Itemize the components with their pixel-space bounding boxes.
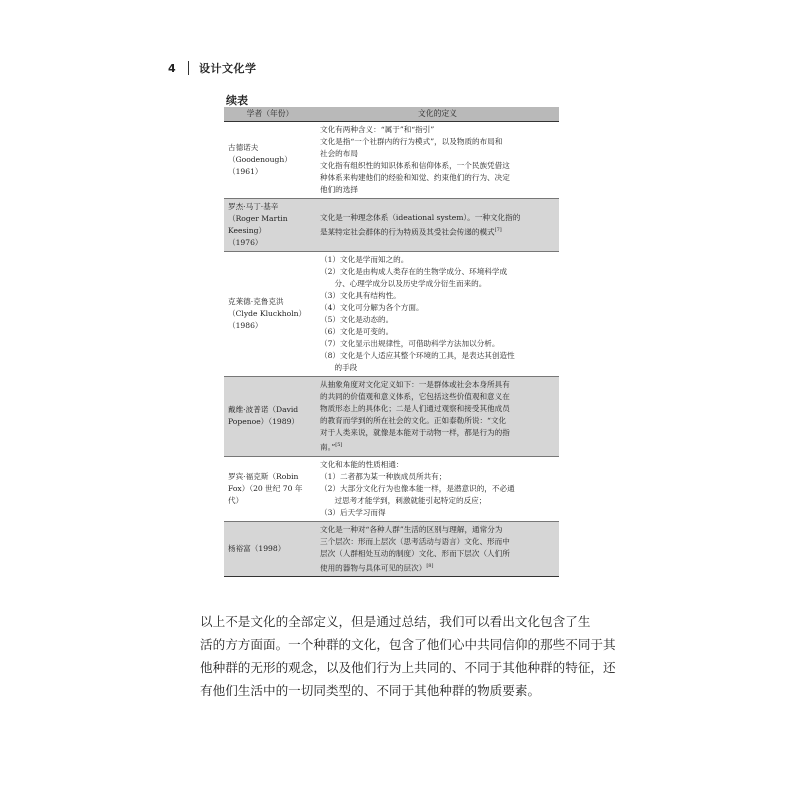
definition-line (320, 471, 555, 483)
definition-line (320, 224, 555, 239)
scholar-line: （1986） (228, 321, 263, 330)
definition-text: 的手段 (320, 363, 358, 372)
table-row (224, 122, 559, 199)
scholar-line: Popenoe）（1989） (228, 417, 299, 427)
definition-text: 物质形态上的具体化；二是人们通过观察和接受其他成员 (320, 404, 510, 413)
scholar-line: 戴维·波普诺（David (228, 405, 299, 415)
definition-line (320, 427, 555, 439)
scholar-line: Fox）（20 世纪 70 年代） (228, 483, 303, 505)
definition-line (320, 338, 555, 350)
definition-line (320, 326, 555, 338)
header-divider (188, 61, 189, 75)
definition-text: 层次（人群相处互动的制度）文化、形而下层次（人们所 (320, 548, 510, 558)
scholar-line: （Roger Martin Keesing） (228, 214, 288, 235)
scholar-cell (224, 199, 316, 252)
paragraph-line: 他种群的无形的观念，以及他们行为上共同的、不同于其他种群的特征，还 (200, 660, 616, 675)
definition-line (320, 560, 555, 575)
definition-text: （4）文化可分解为各个方面。 (320, 303, 424, 312)
definition-line (320, 136, 555, 148)
body-paragraph (200, 610, 616, 702)
definition-text: 的共同的价值观和意义体系，它包括这些价值观和意义在 (320, 392, 510, 401)
column-header-scholar: 学者（年份） (224, 107, 316, 122)
definition-text: 文化是一种理念体系（ideational system）。一种文化指的 (320, 212, 521, 222)
definition-line (320, 459, 555, 471)
definition-text: （3）文化具有结构性。 (320, 291, 401, 300)
definition-text: 的教育而学到的所在社会的文化。正如泰勒所说：“文化 (320, 416, 507, 425)
scholar-line: 杨裕富（1998） (228, 543, 286, 553)
definition-text: （5）文化是动态的。 (320, 315, 394, 324)
definition-text: 过思考才能学到，刺激就能引起特定的反应； (320, 495, 487, 505)
definition-text: （1）文化是学而知之的。 (320, 255, 409, 264)
scholar-cell (224, 252, 316, 377)
definition-text: （8）文化是个人适应其整个环境的工具，是表达其创造性 (320, 351, 515, 360)
definition-text: 分、心理学成分以及历史学成分衍生而来的。 (320, 279, 487, 288)
definition-line (320, 548, 555, 560)
running-header (168, 60, 257, 76)
scholar-line: （1961） (228, 167, 263, 176)
definition-line (320, 172, 555, 184)
definition-line (320, 124, 555, 136)
definition-line (320, 379, 555, 391)
table-row (224, 377, 559, 457)
definition-cell (316, 122, 559, 199)
book-title: 设计文化学 (199, 62, 257, 75)
definition-text: 种体系来构建他们的经验和知觉、约束他们的行为、决定 (320, 173, 510, 182)
table-row (224, 456, 559, 521)
definition-text: （3）后天学习而得 (320, 507, 386, 517)
definition-text: 三个层次：形而上层次（思考活动与语言）文化、形而中 (320, 536, 510, 546)
definition-text: 社会的布局 (320, 149, 358, 158)
definitions-table (224, 107, 559, 577)
definition-text: 文化和本能的性质相通： (320, 459, 404, 469)
definition-cell (316, 377, 559, 457)
definition-cell (316, 252, 559, 377)
paragraph-line: 有他们生活中的一切同类型的、不同于其他种群的物质要素。 (200, 683, 541, 698)
definition-line (320, 212, 555, 224)
definition-line (320, 302, 555, 314)
definition-line (320, 507, 555, 519)
scholar-line: 克莱德·克鲁克洪 (228, 297, 284, 306)
definition-text: 使用的器物与具体可见的层次） (320, 563, 427, 573)
definition-line (320, 415, 555, 427)
scholar-line: 罗杰·马丁·基辛 (228, 202, 279, 211)
table-header-row (224, 107, 559, 122)
definition-text: （7）文化显示出规律性，可借助科学方法加以分析。 (320, 339, 500, 348)
table-row (224, 199, 559, 252)
scholar-line: （Clyde Kluckholn） (228, 309, 307, 318)
table-row (224, 521, 559, 577)
definition-line (320, 160, 555, 172)
definition-text: （2）大部分文化行为也像本能一样，是潜意识的，不必通 (320, 483, 515, 493)
scholar-cell (224, 456, 316, 521)
reference-marker: [5] (335, 442, 343, 448)
definition-text: 文化有两种含义：“属于”和“指引” (320, 125, 435, 134)
reference-marker: [8] (426, 562, 434, 569)
definition-text: 文化是指“一个社群内的行为模式”，以及物质的布局和 (320, 137, 503, 146)
scholar-line: （1976） (228, 238, 263, 247)
definition-cell (316, 199, 559, 252)
definition-line (320, 439, 555, 454)
definition-text: （6）文化是可变的。 (320, 327, 394, 336)
paragraph-line: 活的方方面面。一个种群的文化，包含了他们心中共同信仰的那些不同于其 (200, 637, 616, 652)
table-caption: 续表 (226, 94, 248, 107)
definition-line (320, 266, 555, 278)
definition-line (320, 254, 555, 266)
definition-line (320, 495, 555, 507)
definition-line (320, 290, 555, 302)
definition-line (320, 314, 555, 326)
paragraph-line: 以上不是文化的全部定义，但是通过总结，我们可以看出文化包含了生 (200, 614, 591, 629)
scholar-cell (224, 521, 316, 577)
definition-text: 从抽象角度对文化定义如下：一是群体或社会本身所具有 (320, 380, 510, 389)
definition-line (320, 350, 555, 362)
definition-text: （2）文化是由构成人类存在的生物学成分、环境科学成 (320, 267, 508, 276)
definition-text: 他们的选择 (320, 185, 358, 194)
scholar-line: 古德诺夫（Goodenough） (228, 143, 292, 164)
definition-line (320, 278, 555, 290)
definition-text: 文化指有组织性的知识体系和信仰体系，一个民族凭借这 (320, 161, 510, 170)
definition-cell (316, 521, 559, 577)
scholar-line: 罗宾·福克斯（Robin (228, 471, 299, 481)
definition-line (320, 403, 555, 415)
definition-line (320, 362, 555, 374)
definition-line (320, 148, 555, 160)
definition-line (320, 483, 555, 495)
definition-text: （1）二者都为某一种族成员所共有； (320, 471, 447, 481)
table-row (224, 252, 559, 377)
definition-text: 南。” (320, 442, 336, 452)
definition-line (320, 536, 555, 548)
reference-marker: [7] (494, 226, 502, 233)
definition-line (320, 184, 555, 196)
page-number: 4 (168, 61, 176, 75)
table-body (224, 122, 559, 577)
definition-text: 对于人类来说，就像是本能对于动物一样，都是行为的指 (320, 428, 510, 437)
definition-line (320, 524, 555, 536)
column-header-definition: 文化的定义 (316, 107, 559, 122)
scholar-cell (224, 377, 316, 457)
definition-text: 是某特定社会群体的行为特质及其受社会传递的模式 (320, 227, 495, 237)
scholar-cell (224, 122, 316, 199)
definition-text: 文化是一种对“各种人群”生活的区别与理解，通常分为 (320, 524, 503, 534)
definition-line (320, 391, 555, 403)
definition-cell (316, 456, 559, 521)
